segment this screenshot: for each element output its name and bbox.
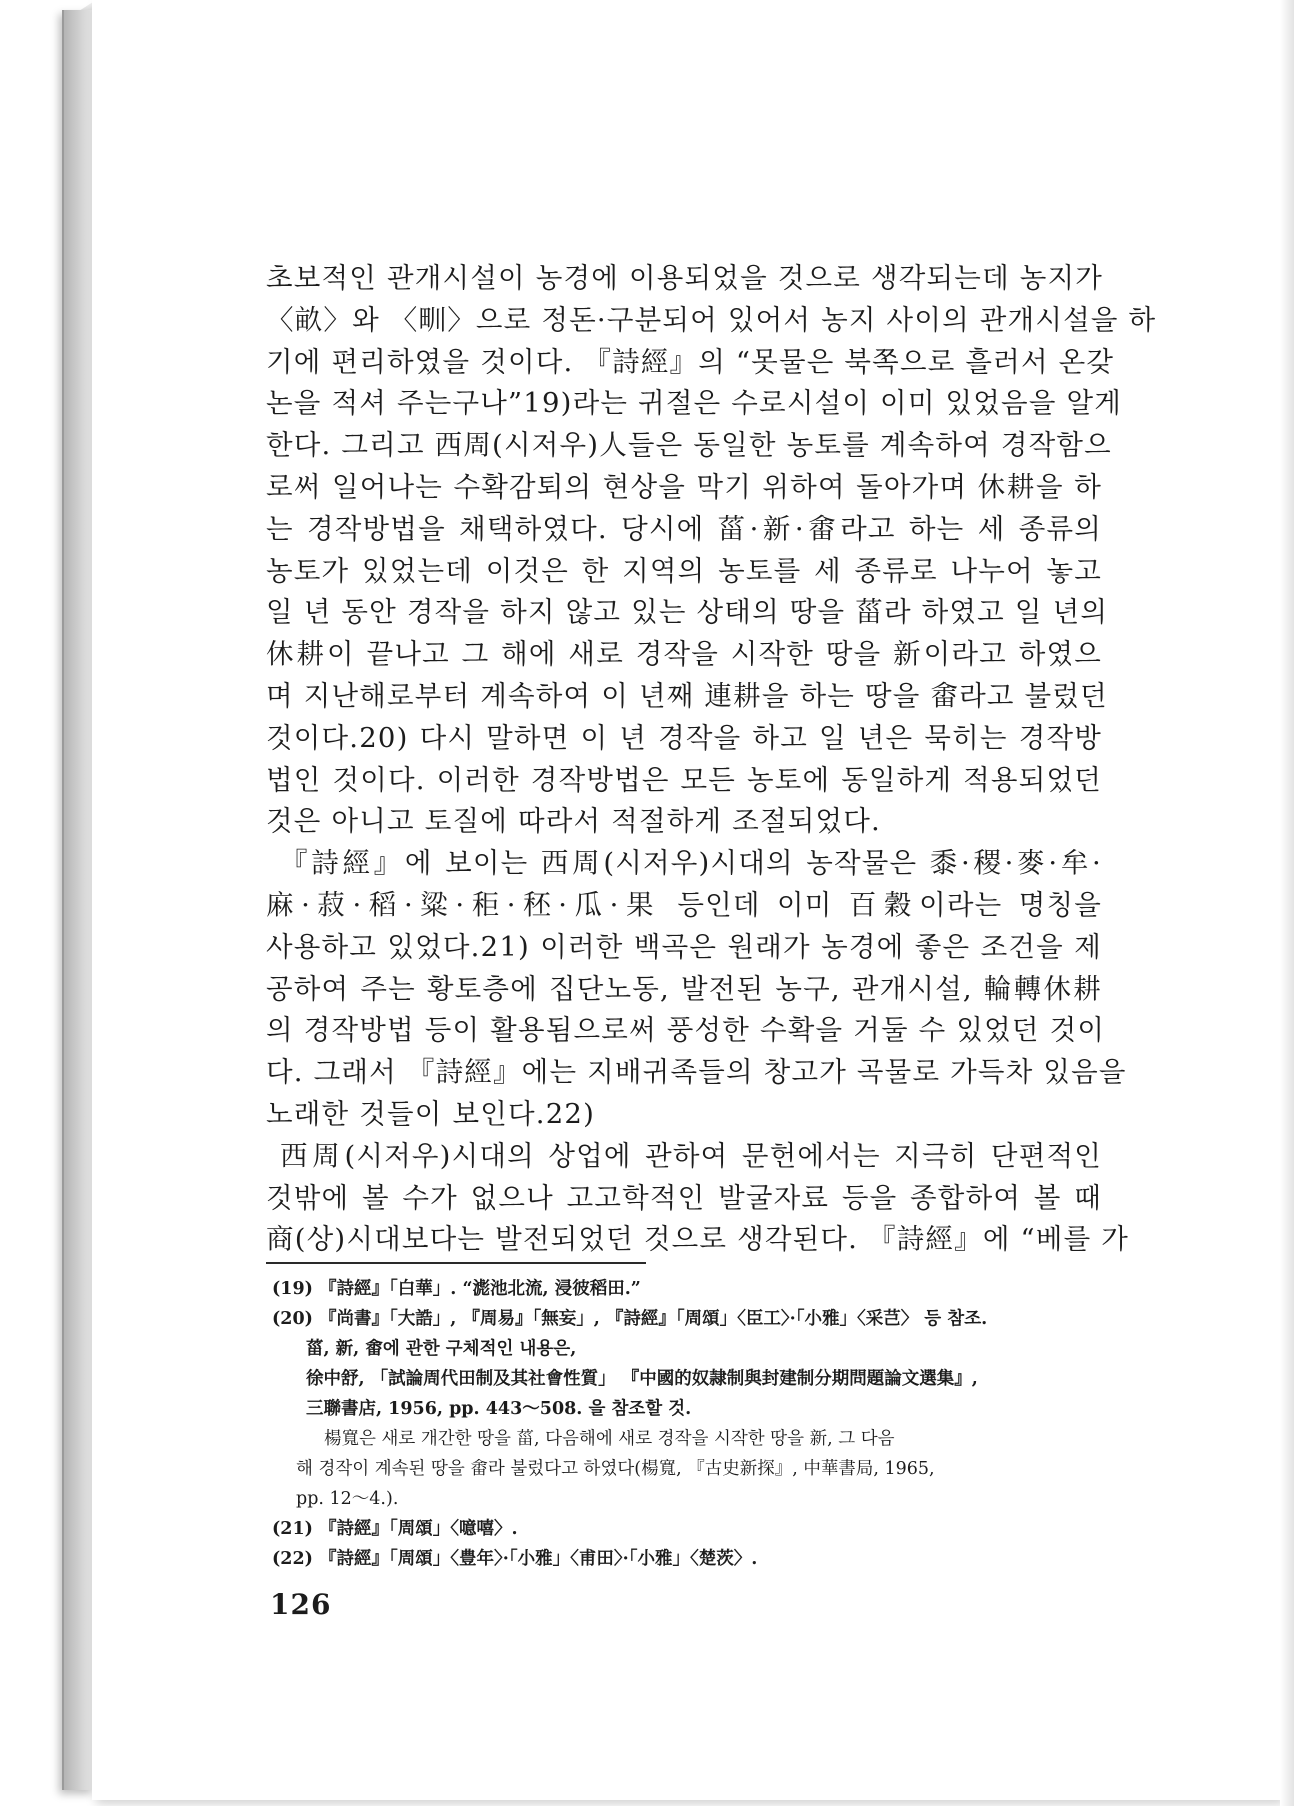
footnote-20-line: 楊寬은 새로 개간한 땅을 菑, 다음해에 새로 경작을 시작한 땅을 新, 그 다음: [324, 1429, 895, 1449]
page-number: 126: [270, 1588, 332, 1621]
body-line: 것이다.20) 다시 말하면 이 년 경작을 하고 일 년은 묵히는 경작방: [266, 721, 1102, 754]
body-line: 의 경작방법 등이 활용됨으로써 풍성한 수확을 거둘 수 있었던 것이: [266, 1014, 1106, 1047]
body-line: 麻·菽·稻·粱·秬·秠·瓜·果 등인데 이미 百穀이라는 명칭을: [266, 888, 1102, 921]
body-line: 논을 적셔 주는구나”19)라는 귀절은 수로시설이 이미 있었음을 알게: [266, 387, 1123, 420]
footnote-20-line: 해 경작이 계속된 땅을 畬라 불렀다고 하였다(楊寬, 『古史新探』, 中華書局, 1965,: [296, 1459, 935, 1479]
body-line: 『詩經』에 보이는 西周(시저우)시대의 농작물은 黍·稷·麥·牟·: [280, 847, 1102, 880]
footnotes: [272, 1274, 1102, 1574]
body-line: 초보적인 관개시설이 농경에 이용되었을 것으로 생각되는데 농지가: [266, 262, 1104, 294]
footnote-20-line: pp. 12～4.).: [296, 1489, 399, 1509]
footnote-20-line: 菑, 新, 畬에 관한 구체적인 내용은,: [306, 1339, 577, 1359]
body-line: 는 경작방법을 채택하였다. 당시에 菑·新·畬라고 하는 세 종류의: [266, 512, 1102, 545]
body-line: 일 년 동안 경작을 하지 않고 있는 상태의 땅을 菑라 하였고 일 년의: [266, 596, 1109, 629]
body-line: 기에 편리하였을 것이다. 『詩經』의 “못물은 북쪽으로 흘러서 온갖: [266, 345, 1115, 378]
body-line: 한다. 그리고 西周(시저우)人들은 동일한 농토를 계속하여 경작함으: [266, 429, 1112, 462]
footnote-20-line: 三聯書店, 1956, pp. 443～508. 을 참조할 것.: [306, 1399, 692, 1419]
body-line: 商(상)시대보다는 발전되었던 것으로 생각된다. 『詩經』에 “베를 가: [266, 1223, 1130, 1256]
body-line: 것은 아니고 토질에 따라서 적절하게 조절되었다.: [266, 805, 881, 838]
body-text: [266, 258, 1157, 1261]
body-line: 다. 그래서 『詩經』에는 지배귀족들의 창고가 곡물로 가득차 있음을: [266, 1056, 1127, 1089]
body-line: 공하여 주는 황토층에 집단노동, 발전된 농구, 관개시설, 輪轉休耕: [266, 972, 1102, 1005]
body-line: 西周(시저우)시대의 상업에 관하여 문헌에서는 지극히 단편적인: [280, 1139, 1102, 1172]
body-line: 사용하고 있었다.21) 이러한 백곡은 원래가 농경에 좋은 조건을 제: [266, 930, 1102, 963]
body-line: 노래한 것들이 보인다.22): [266, 1097, 596, 1130]
body-line: 것밖에 볼 수가 없으나 고고학적인 발굴자료 등을 종합하여 볼 때: [266, 1181, 1102, 1214]
footnote-21: (21) 『詩經』「周頌」〈噫嘻〉.: [272, 1519, 518, 1539]
footnote-20: (20) 『尚書』「大誥」, 『周易』「無妄」, 『詩經』「周頌」〈臣工〉·「小雅」〈采芑〉 등 참조.: [272, 1309, 988, 1329]
footnote-22: (22) 『詩經』「周頌」〈豊年〉·「小雅」〈甫田〉·「小雅」〈楚茨〉.: [272, 1549, 758, 1569]
body-line: 법인 것이다. 이러한 경작방법은 모든 농토에 동일하게 적용되었던: [266, 763, 1102, 796]
footnote-20-line: 徐中舒, 「試論周代田制及其社會性質」 『中國的奴隷制與封建制分期問題論文選集』,: [306, 1369, 978, 1389]
footnote-divider: [266, 1262, 646, 1264]
body-line: 〈畝〉와 〈甽〉으로 정돈·구분되어 있어서 농지 사이의 관개시설을 하: [266, 303, 1157, 336]
page-edge: [1280, 0, 1294, 1806]
body-line: 休耕이 끝나고 그 해에 새로 경작을 시작한 땅을 新이라고 하였으: [266, 638, 1102, 671]
footnote-19: (19) 『詩經』「白華」. “滮池北流, 浸彼稻田.”: [272, 1279, 641, 1299]
body-line: 며 지난해로부터 계속하여 이 년째 連耕을 하는 땅을 畬라고 불렀던: [266, 679, 1108, 712]
body-line: 로써 일어나는 수확감퇴의 현상을 막기 위하여 돌아가며 休耕을 하: [266, 470, 1102, 503]
body-line: 농토가 있었는데 이것은 한 지역의 농토를 세 종류로 나누어 놓고: [266, 554, 1102, 587]
book-spine: [62, 10, 94, 1790]
